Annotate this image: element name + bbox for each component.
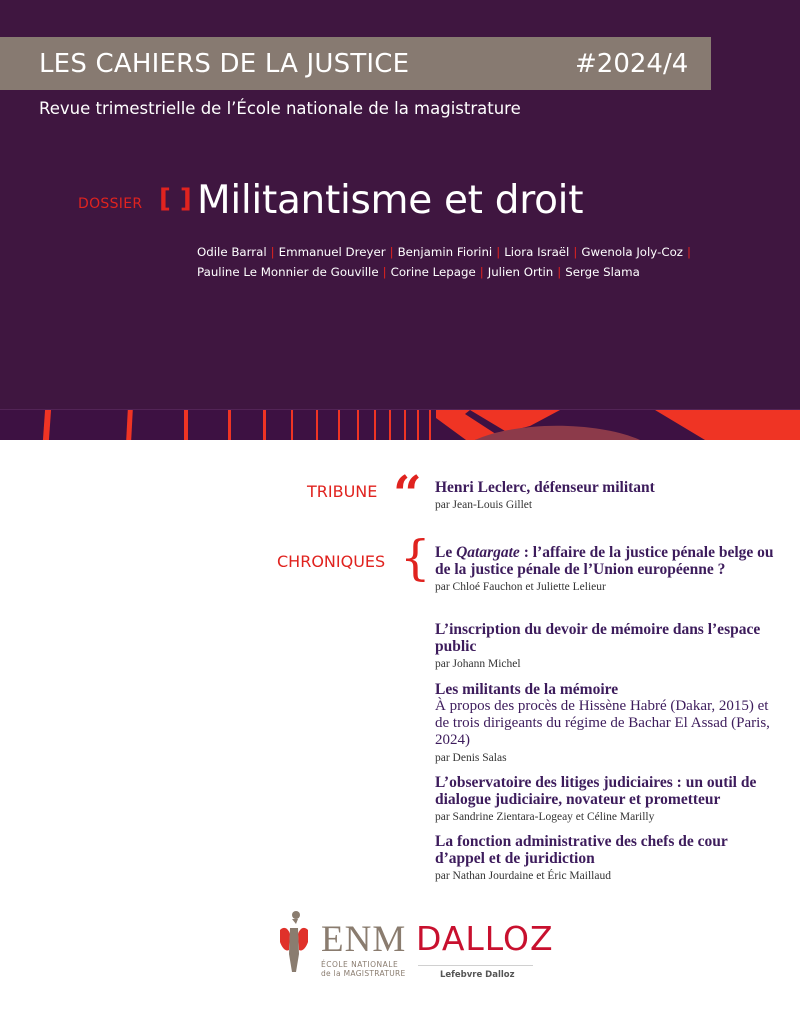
- author: Gwenola Joly-Coz: [581, 245, 683, 259]
- authors-line-1: [197, 242, 757, 262]
- chronique-article: [435, 774, 775, 825]
- issue-number: #2024/4: [575, 49, 689, 79]
- separator: |: [479, 265, 484, 279]
- enm-subtitle-2: de la MAGISTRATURE: [321, 969, 406, 978]
- article-title: La fonction administrative des chefs de cour d’appel et de juridiction: [435, 833, 728, 867]
- authors-line-2: [197, 262, 757, 282]
- divider: [418, 965, 533, 966]
- article-title: Les militants de la mémoire: [435, 681, 619, 698]
- separator: |: [389, 245, 394, 259]
- author: Emmanuel Dreyer: [278, 245, 386, 259]
- article-author: par Johann Michel: [435, 658, 521, 670]
- author: Corine Lepage: [390, 265, 476, 279]
- title-prefix: Le: [435, 544, 457, 561]
- author: Odile Barral: [197, 245, 267, 259]
- chronique-article: [435, 681, 775, 766]
- article-author: par Nathan Jourdaine et Éric Maillaud: [435, 870, 611, 882]
- article-author: par Jean-Louis Gillet: [435, 499, 533, 511]
- author: Liora Israël: [504, 245, 570, 259]
- dalloz-logo-text: DALLOZ: [416, 919, 554, 958]
- building-shapes: [0, 410, 800, 440]
- curly-brace-icon: {: [400, 530, 431, 586]
- article-author: par Sandrine Zientara-Logeay et Céline Marilly: [435, 811, 655, 823]
- article-title: L’observatoire des litiges judiciaires : un outil de dialogue judiciaire, novateur et prometteur: [435, 774, 757, 808]
- dossier-authors: [197, 242, 757, 282]
- magazine-subtitle: Revue trimestrielle de l’École nationale de la magistrature: [39, 99, 521, 118]
- separator: |: [686, 245, 691, 259]
- author: Pauline Le Monnier de Gouville: [197, 265, 379, 279]
- separator: |: [557, 265, 562, 279]
- article-title: Henri Leclerc, défenseur militant: [435, 479, 655, 496]
- author: Serge Slama: [565, 265, 640, 279]
- enm-logo-text: ENM: [321, 919, 407, 960]
- dossier-title: Militantisme et droit: [197, 178, 584, 223]
- title-rest: : l’affaire de la justice pénale belge ou de la justice pénale de l’Union européenne ?: [435, 544, 774, 578]
- title-italic: Qatargate: [456, 544, 520, 561]
- article-author: par Chloé Fauchon et Juliette Lelieur: [435, 581, 606, 593]
- chronique-article: [435, 544, 775, 595]
- separator: |: [496, 245, 501, 259]
- enm-figure-icon: [276, 910, 312, 974]
- chronique-article: [435, 621, 775, 672]
- separator: |: [573, 245, 578, 259]
- quote-mark-icon: “: [393, 464, 422, 523]
- cover-header: [0, 0, 800, 409]
- article-title: [435, 544, 775, 578]
- chroniques-label: CHRONIQUES: [277, 552, 386, 571]
- bracket-icon: [ ]: [159, 184, 192, 214]
- dalloz-tagline: Lefebvre Dalloz: [440, 970, 515, 980]
- chronique-article: [435, 833, 775, 884]
- tribune-article: [435, 479, 775, 513]
- article-author: par Denis Salas: [435, 752, 507, 764]
- enm-subtitle-1: ÉCOLE NATIONALE: [321, 960, 399, 969]
- author: Benjamin Fiorini: [397, 245, 493, 259]
- article-subtitle: À propos des procès de Hissène Habré (Dakar, 2015) et de trois dirigeants du régime de Bachar El Assad (Paris, 2024): [435, 698, 770, 748]
- article-title: L’inscription du devoir de mémoire dans l’espace public: [435, 621, 761, 655]
- magazine-title: LES CAHIERS DE LA JUSTICE: [39, 49, 410, 79]
- publisher-logos: [268, 900, 554, 1000]
- separator: |: [270, 245, 275, 259]
- separator: |: [382, 265, 387, 279]
- dossier-label: DOSSIER: [78, 196, 143, 212]
- architectural-photo-strip: [0, 409, 800, 441]
- author: Julien Ortin: [487, 265, 554, 279]
- tribune-label: TRIBUNE: [307, 482, 378, 501]
